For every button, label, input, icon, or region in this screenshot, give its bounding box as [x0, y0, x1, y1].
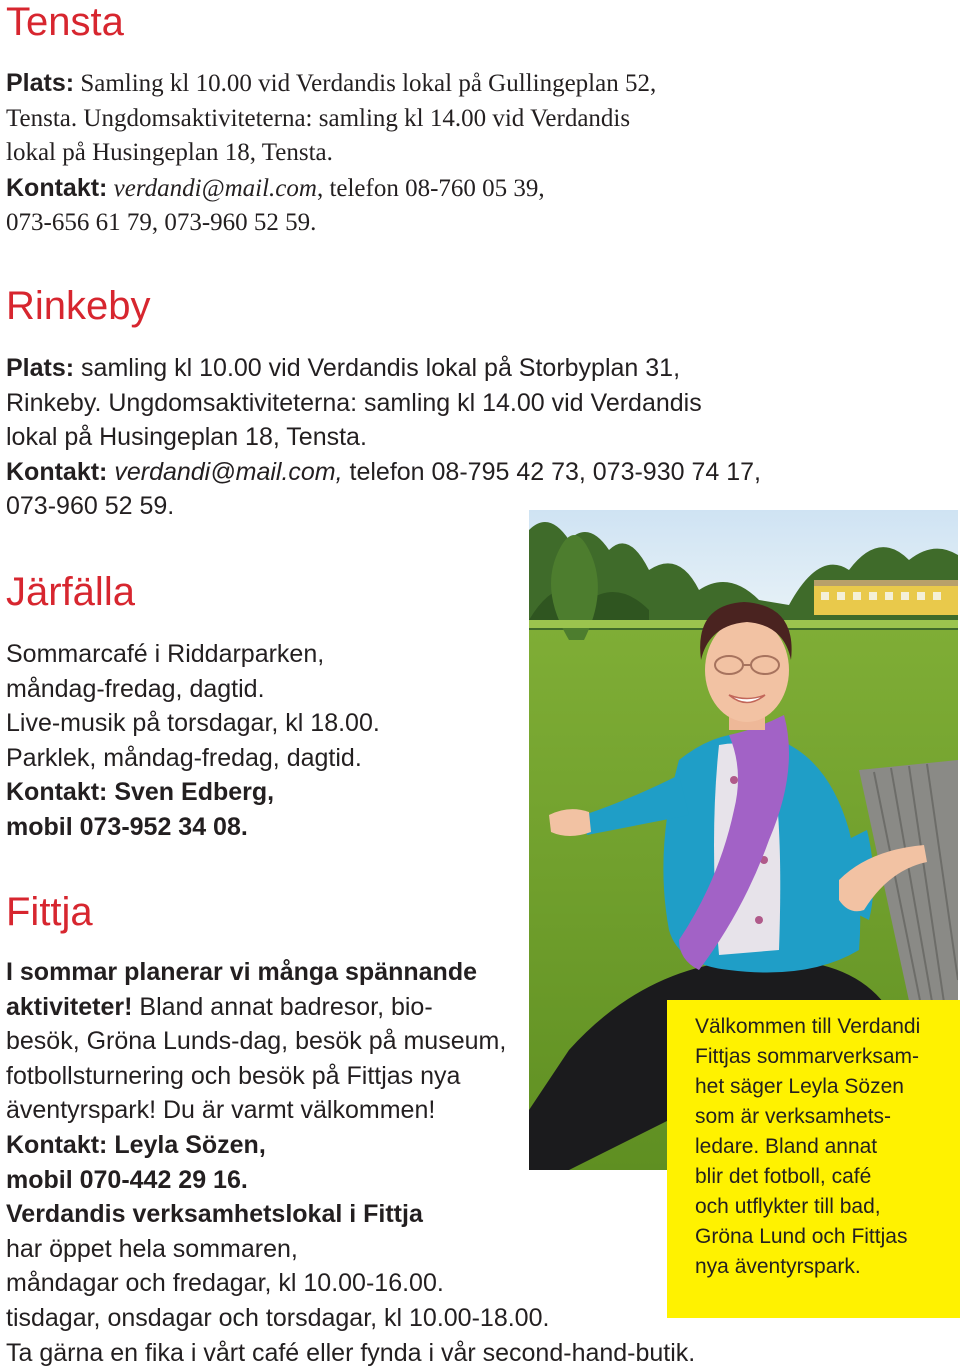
jarfalla-line: måndag-fredag, dagtid.: [6, 674, 265, 703]
heading-rinkeby: Rinkeby: [6, 284, 151, 328]
caption-line: Fittjas sommarverksam-: [695, 1045, 920, 1068]
tensta-line: Kontakt: verdandi@mail.com, telefon 08-760 05 39,: [6, 173, 545, 202]
caption-line: het säger Leyla Sözen: [695, 1075, 904, 1098]
fittja-venue-title: Verdandis verksamhetslokal i Fittja: [6, 1200, 423, 1229]
caption-line: och utflykter till bad,: [695, 1195, 881, 1218]
tensta-line: Tensta. Ungdomsaktiviteterna: samling kl 14.00 vid Verdandis: [6, 104, 631, 132]
rinkeby-line: Plats: samling kl 10.00 vid Verdandis lokal på Storbyplan 31,: [6, 354, 681, 382]
tensta-line: Plats: Samling kl 10.00 vid Verdandis lokal på Gullingeplan 52,: [6, 69, 657, 97]
fittja-mobile: mobil 070-442 29 16.: [6, 1165, 248, 1194]
tensta-text: [6, 66, 656, 241]
jarfalla-mobile: mobil 073-952 34 08.: [6, 812, 248, 841]
fittja-line: aktiviteter! Bland annat badresor, bio-: [6, 992, 433, 1021]
caption-line: Gröna Lund och Fittjas: [695, 1225, 908, 1248]
fittja-line: besök, Gröna Lunds-dag, besök på museum,: [6, 1027, 507, 1056]
jarfalla-line: Sommarcafé i Riddarparken,: [6, 640, 325, 668]
fittja-intro: I sommar planerar vi många spännande: [6, 958, 477, 986]
fittja-text: [6, 955, 695, 1370]
jarfalla-line: Parklek, måndag-fredag, dagtid.: [6, 743, 362, 772]
caption-line: blir det fotboll, café: [695, 1165, 872, 1188]
heading-jarfalla: Järfälla: [6, 570, 135, 614]
fittja-line: fotbollsturnering och besök på Fittjas nya: [6, 1061, 461, 1090]
caption-line: nya äventyrspark.: [695, 1255, 861, 1278]
fittja-venue-line: måndagar och fredagar, kl 10.00-16.00.: [6, 1269, 444, 1298]
jarfalla-line: Live-musik på torsdagar, kl 18.00.: [6, 709, 380, 738]
caption-line: som är verksamhets-: [695, 1105, 892, 1128]
jarfalla-contact: Kontakt: Sven Edberg,: [6, 778, 275, 807]
tensta-line: lokal på Husingeplan 18, Tensta.: [6, 139, 333, 167]
rinkeby-email: verdandi@mail.com,: [107, 457, 343, 486]
caption-line: Välkommen till Verdandi: [695, 1015, 921, 1038]
fittja-line: äventyrspark! Du är varmt välkommen!: [6, 1096, 436, 1125]
rinkeby-text: [6, 351, 761, 524]
tensta-email: verdandi@mail.com: [107, 174, 317, 202]
tensta-line: 073-656 61 79, 073-960 52 59.: [6, 209, 317, 237]
fittja-venue-line: tisdagar, onsdagar och torsdagar, kl 10.00-18.00.: [6, 1303, 550, 1332]
heading-tensta: Tensta: [6, 0, 124, 44]
fittja-contact: Kontakt: Leyla Sözen,: [6, 1130, 266, 1159]
fittja-venue-line: har öppet hela sommaren,: [6, 1234, 298, 1263]
caption-line: ledare. Bland annat: [695, 1135, 878, 1158]
rinkeby-line: 073-960 52 59.: [6, 492, 175, 521]
rinkeby-line: lokal på Husingeplan 18, Tensta.: [6, 423, 367, 452]
fittja-venue-line: Ta gärna en fika i vårt café eller fynda i vår second-hand-butik.: [6, 1338, 696, 1367]
rinkeby-line: Kontakt: verdandi@mail.com, telefon 08-795 42 73, 073-930 74 17,: [6, 457, 761, 486]
rinkeby-line: Rinkeby. Ungdomsaktiviteterna: samling kl 14.00 vid Verdandis: [6, 388, 702, 417]
jarfalla-text: [6, 637, 380, 845]
photo-caption: [667, 1000, 960, 1318]
heading-fittja: Fittja: [6, 890, 93, 934]
